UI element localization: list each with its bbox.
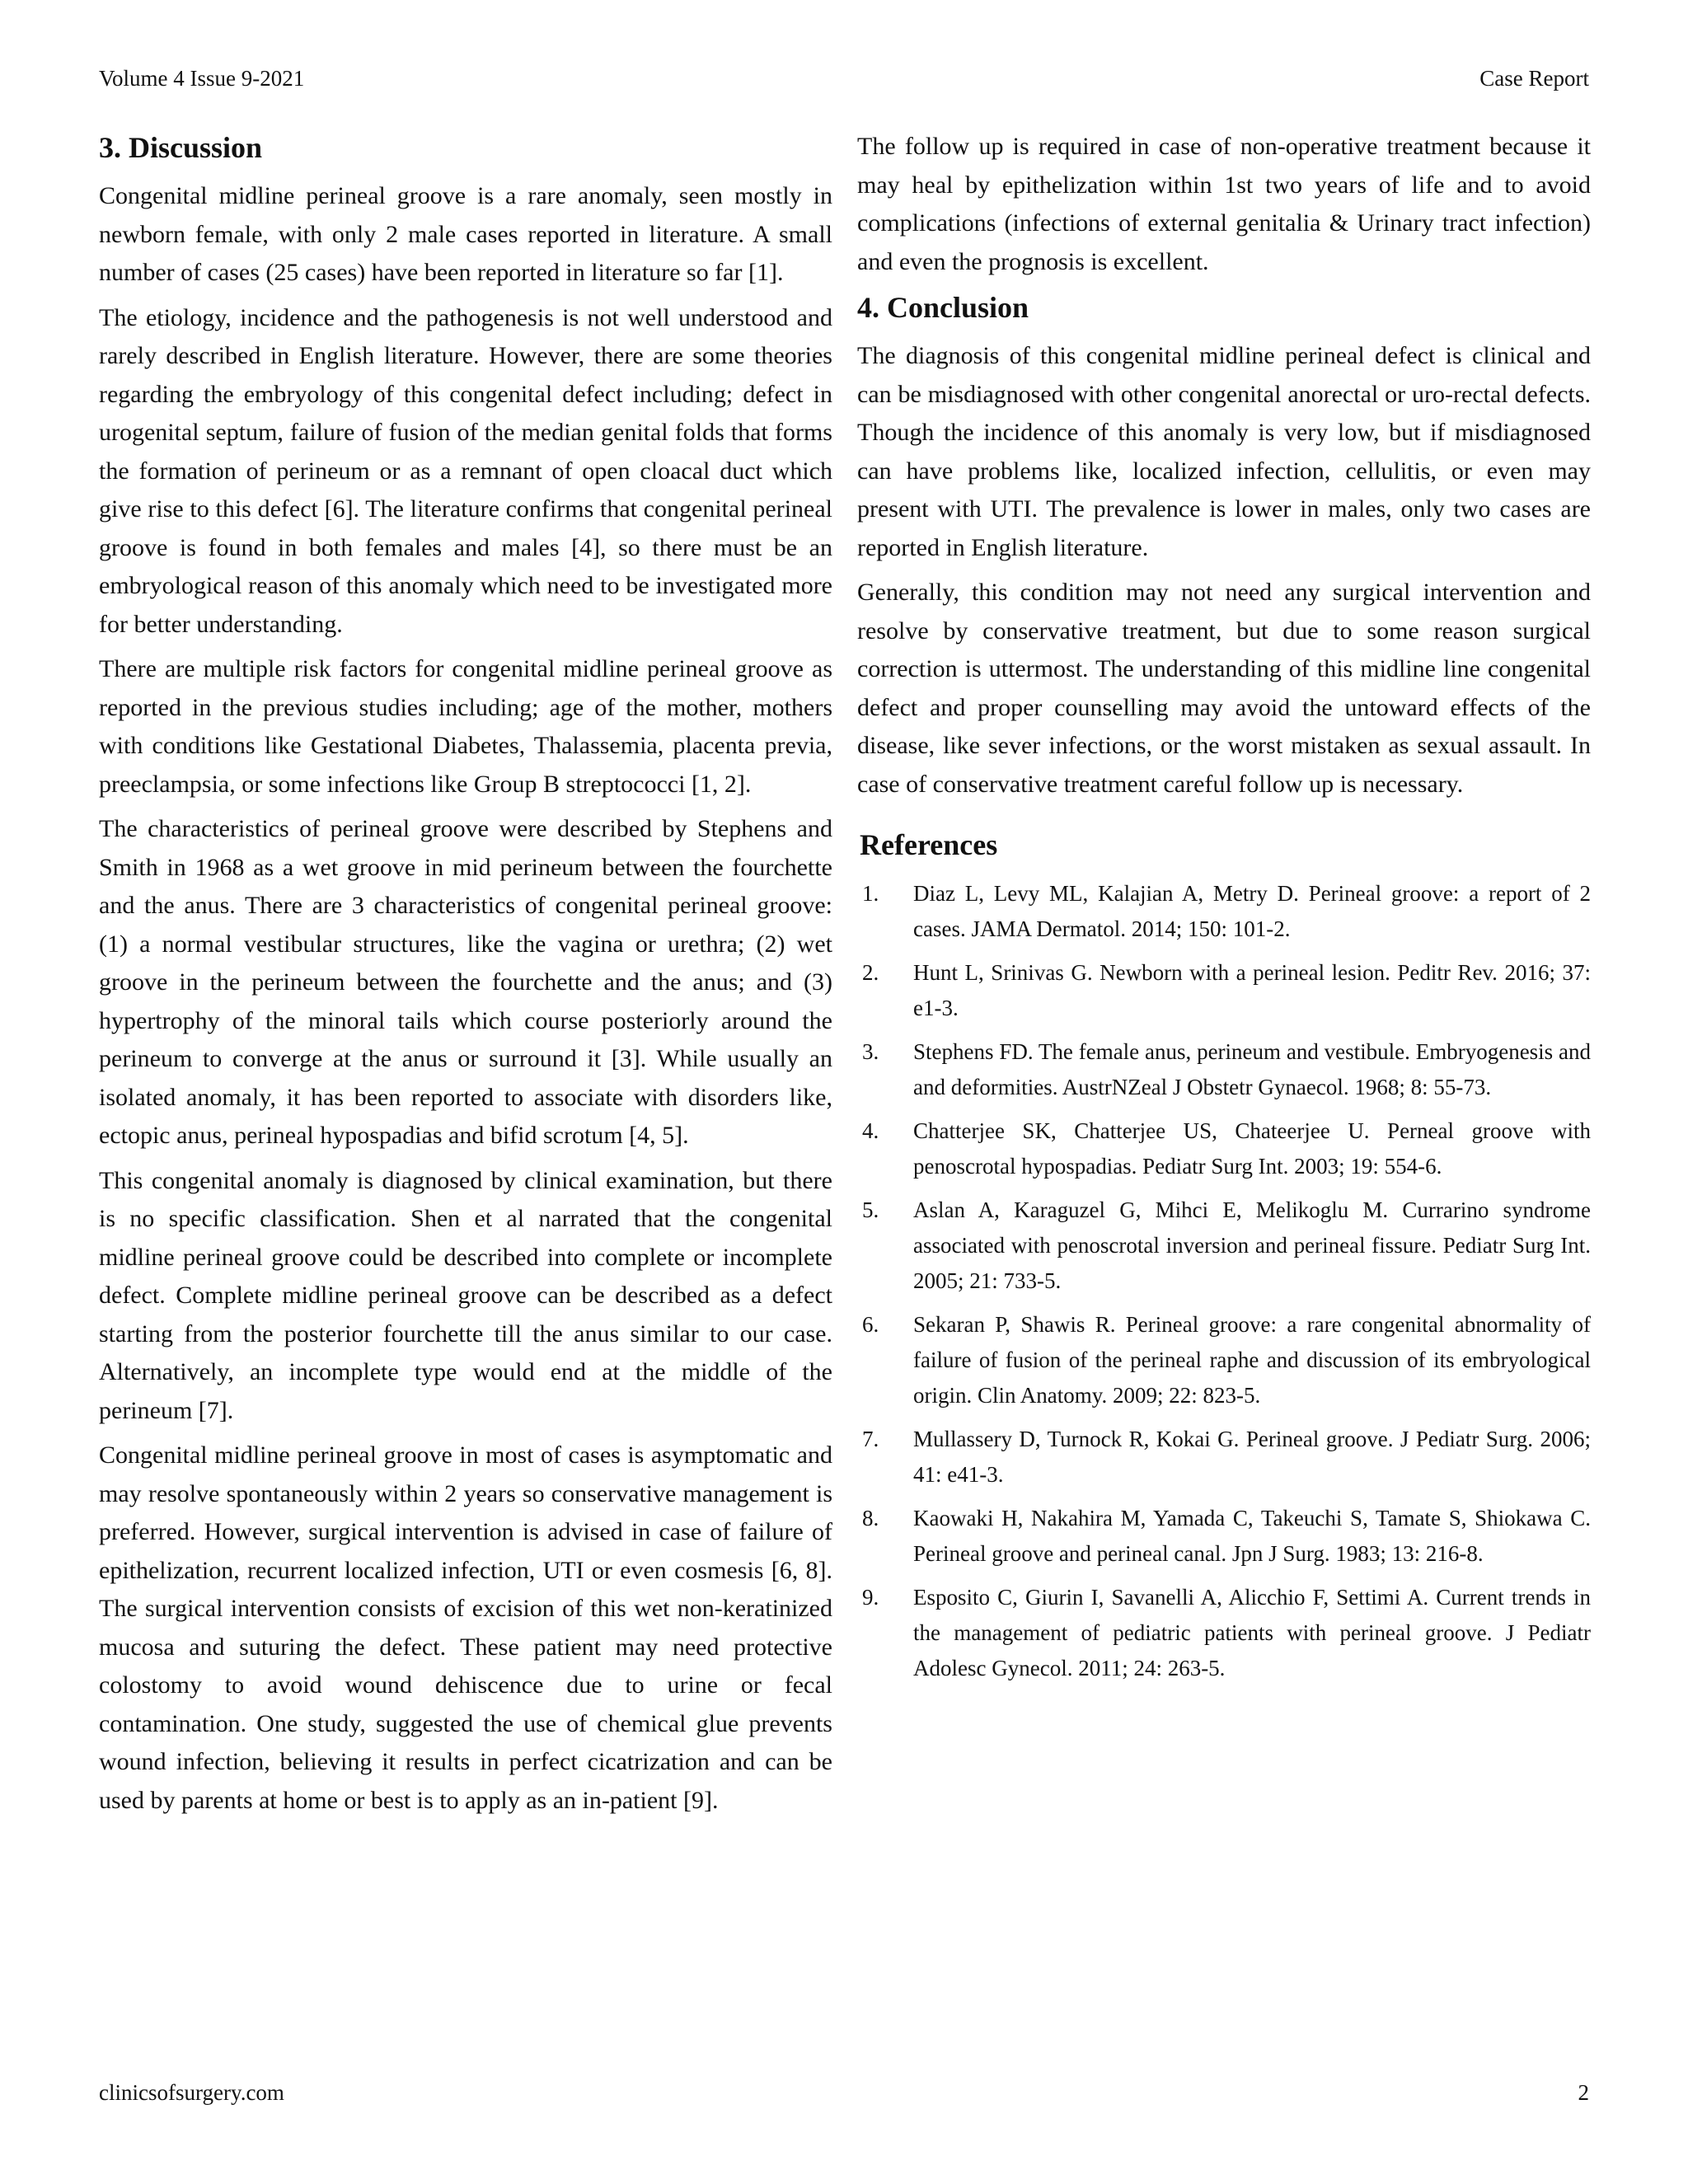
discussion-paragraph: There are multiple risk factors for congenital midline perineal groove as reported in the previous studies including; age of the mother, mothers with conditions like Gestational Diabetes, Thalassemia, placenta previa, preeclampsia, or some infections like Group B streptococci [1, 2]. <box>99 655 832 798</box>
reference-text: Aslan A, Karaguzel G, Mihci E, Melikoglu M. Currarino syndrome associated with penoscrotal inversion and perineal fissure. Pediatr Surg Int. 2005; 21: 733-5. <box>913 1197 1591 1293</box>
discussion-heading: 3. Discussion <box>99 131 263 164</box>
conclusion-paragraph: The diagnosis of this congenital midline perineal defect is clinical and can be misdiagnosed with other congenital anorectal or uro-rectal defects. Though the incidence of this anomaly is very low, but if misdiagnosed can have problems like, localized infection, cellulitis, or even may present with UTI. The prevalence is lower in males, only two cases are reported in English literature. <box>857 342 1591 561</box>
reference-text: Diaz L, Levy ML, Kalajian A, Metry D. Perineal groove: a report of 2 cases. JAMA Dermatol. 2014; 150: 101-2. <box>913 881 1591 941</box>
reference-item <box>857 1422 1591 1493</box>
reference-text: Sekaran P, Shawis R. Perineal groove: a rare congenital abnormality of failure of fusion of the perineal raphe and discussion of its embryological origin. Clin Anatomy. 2009; 22: 823-5. <box>913 1312 1591 1408</box>
reference-number: 8. <box>862 1506 879 1530</box>
footer-site-link[interactable]: clinicsofsurgery.com <box>99 2080 284 2105</box>
reference-list <box>857 876 1591 1686</box>
reference-item <box>857 1034 1591 1105</box>
reference-text: Kaowaki H, Nakahira M, Yamada C, Takeuchi S, Tamate S, Shiokawa C. Perineal groove and perineal canal. Jpn J Surg. 1983; 13: 216-8. <box>913 1506 1591 1566</box>
reference-item <box>857 1307 1591 1413</box>
discussion-paragraph: The characteristics of perineal groove were described by Stephens and Smith in 1968 as a wet groove in mid perineum between the fourchette and the anus. There are 3 characteristics of congenital perineal groove: (1) a normal vestibular structures, like the vagina or urethra; (2) wet groove in the perineum between the fourchette and the anus; and (3) hypertrophy of the minoral tails which course posteriorly around the perineum to converge at the anus or surround it [3]. While usually an isolated anomaly, it has been reported to associate with disorders like, ectopic anus, perineal hypospadias and bifid scrotum [4, 5]. <box>99 815 832 1149</box>
page-number: 2 <box>1578 2080 1589 2105</box>
reference-text: Mullassery D, Turnock R, Kokai G. Perineal groove. J Pediatr Surg. 2006; 41: e41-3. <box>913 1427 1591 1487</box>
reference-number: 3. <box>862 1039 879 1064</box>
reference-number: 2. <box>862 960 879 985</box>
reference-item <box>857 1193 1591 1299</box>
discussion-paragraph: The etiology, incidence and the pathogenesis is not well understood and rarely described in English literature. However, there are some theories regarding the embryology of this congenital defect including; defect in urogenital septum, failure of fusion of the median genital folds that forms the formation of perineum or as a remnant of open cloacal duct which give rise to this defect [6]. The literature confirms that congenital perineal groove is found in both females and males [4], so there must be an embryological reason of this anomaly which need to be investigated more for better understanding. <box>99 303 832 638</box>
reference-text: Stephens FD. The female anus, perineum and vestibule. Embryogenesis and and deformities. AustrNZeal J Obstetr Gynaecol. 1968; 8: 55-73. <box>913 1039 1591 1099</box>
right-column <box>857 128 1591 1694</box>
reference-number: 1. <box>862 881 879 906</box>
left-column <box>99 128 832 1826</box>
references-heading: References <box>860 828 998 861</box>
discussion-paragraph: Congenital midline perineal groove in most of cases is asymptomatic and may resolve spontaneously within 2 years so conservative management is preferred. However, surgical intervention is advised in case of failure of epithelization, recurrent localized infection, UTI or even cosmesis [6, 8]. The surgical intervention consists of excision of this wet non-keratinized mucosa and suturing the defect. These patient may need protective colostomy to avoid wound dehiscence due to urine or fecal contamination. One study, suggested the use of chemical glue prevents wound infection, believing it results in perfect cicatrization and can be used by parents at home or best is to apply as an in-patient [9]. <box>99 1441 832 1814</box>
reference-text: Chatterjee SK, Chatterjee US, Chateerjee U. Perneal groove with penoscrotal hypospadias. Pediatr Surg Int. 2003; 19: 554-6. <box>913 1118 1591 1179</box>
discussion-paragraph: Congenital midline perineal groove is a rare anomaly, seen mostly in newborn female, with only 2 male cases reported in literature. A small number of cases (25 cases) have been reported in literature so far [1]. <box>99 182 832 286</box>
reference-item <box>857 1113 1591 1184</box>
reference-text: Esposito C, Giurin I, Savanelli A, Alicchio F, Settimi A. Current trends in the management of pediatric patients with perineal groove. J Pediatr Adolesc Gynecol. 2011; 24: 263-5. <box>913 1585 1591 1680</box>
reference-item <box>857 1580 1591 1686</box>
reference-number: 6. <box>862 1312 879 1337</box>
reference-number: 7. <box>862 1427 879 1451</box>
discussion-paragraph: This congenital anomaly is diagnosed by clinical examination, but there is no specific classification. Shen et al narrated that the congenital midline perineal groove could be described into complete or incomplete defect. Complete midline perineal groove can be described as a defect starting from the posterior fourchette till the anus similar to our case. Alternatively, an incomplete type would end at the middle of the perineum [7]. <box>99 1166 832 1424</box>
conclusion-paragraph: Generally, this condition may not need any surgical intervention and resolve by conservative treatment, but due to some reason surgical correction is uttermost. The understanding of this midline line congenital defect and proper counselling may avoid the untoward effects of the disease, like sever infections, or the worst mistaken as sexual assault. In case of conservative treatment careful follow up is necessary. <box>857 579 1591 798</box>
conclusion-heading: 4. Conclusion <box>857 291 1029 324</box>
reference-item <box>857 1501 1591 1572</box>
reference-text: Hunt L, Srinivas G. Newborn with a perineal lesion. Peditr Rev. 2016; 37: e1-3. <box>913 960 1591 1020</box>
reference-item <box>857 955 1591 1026</box>
reference-item <box>857 876 1591 947</box>
journal-volume: Volume 4 Issue 9-2021 <box>99 66 305 91</box>
discussion-paragraph: The follow up is required in case of non-operative treatment because it may heal by epithelization within 1st two years of life and to avoid complications (infections of external genitalia & Urinary tract infection) and even the prognosis is excellent. <box>857 133 1591 275</box>
reference-number: 4. <box>862 1118 879 1143</box>
article-type: Case Report <box>1479 66 1589 91</box>
reference-number: 9. <box>862 1585 879 1610</box>
reference-number: 5. <box>862 1197 879 1222</box>
